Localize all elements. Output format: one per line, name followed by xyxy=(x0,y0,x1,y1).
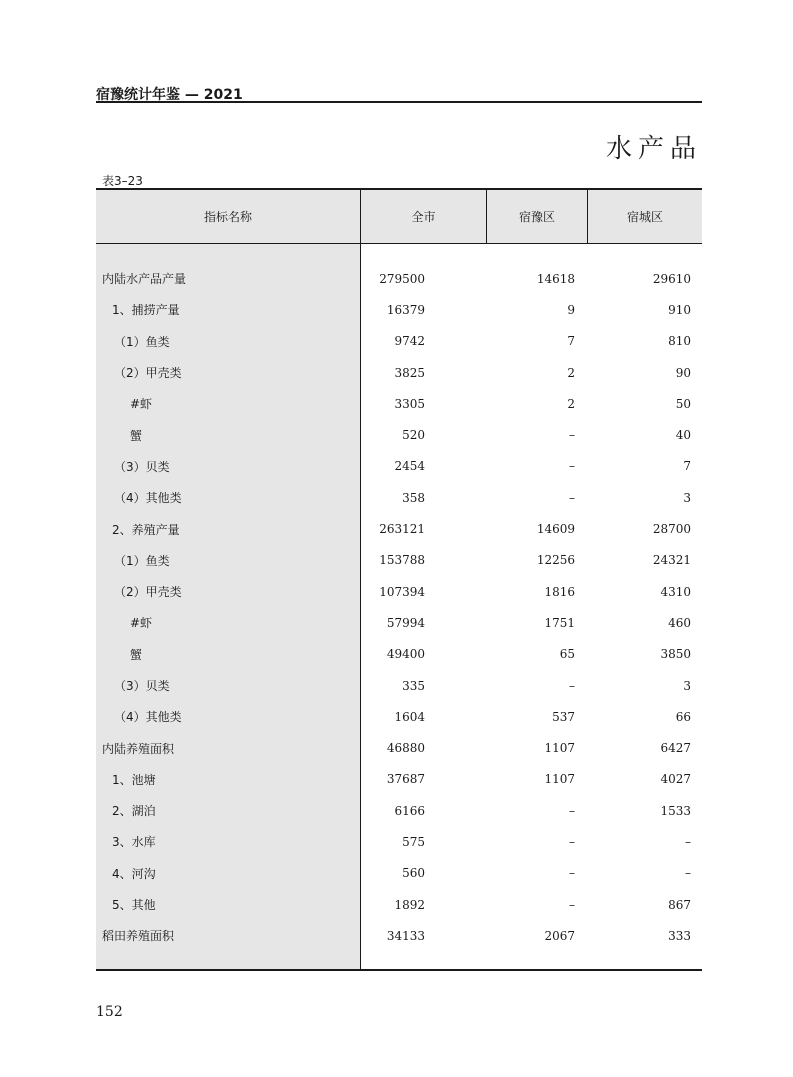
table-row xyxy=(96,920,702,951)
header-rule xyxy=(96,101,702,103)
table-row xyxy=(96,701,702,732)
value-suyu: – xyxy=(569,834,575,849)
value-city: 3305 xyxy=(394,396,425,411)
column-header-indicator: 指标名称 xyxy=(96,190,361,243)
value-city: 1604 xyxy=(394,709,425,724)
table-row xyxy=(96,607,702,638)
row-indicator-name: 内陆养殖面积 xyxy=(102,741,175,756)
table-row xyxy=(96,764,702,795)
table-row xyxy=(96,482,702,513)
value-suyu: – xyxy=(569,490,575,505)
table-row xyxy=(96,294,702,325)
row-indicator-name: （4）其他类 xyxy=(114,710,182,725)
value-sucheng: 333 xyxy=(668,928,691,943)
table-row xyxy=(96,889,702,920)
value-city: 6166 xyxy=(394,803,425,818)
value-suyu: 12256 xyxy=(536,553,575,568)
value-city: 107394 xyxy=(379,584,425,599)
value-city: 16379 xyxy=(386,302,425,317)
value-city: 49400 xyxy=(386,647,425,662)
table-row xyxy=(96,670,702,701)
value-suyu: – xyxy=(569,678,575,693)
value-sucheng: 4027 xyxy=(660,772,691,787)
row-indicator-name: （3）贝类 xyxy=(114,459,170,474)
table-row xyxy=(96,263,702,294)
table-bottom-rule xyxy=(96,969,702,971)
value-sucheng: – xyxy=(685,866,691,881)
value-city: 279500 xyxy=(379,271,425,286)
value-sucheng: – xyxy=(685,834,691,849)
value-sucheng: 40 xyxy=(675,428,691,443)
value-sucheng: 3 xyxy=(683,490,691,505)
value-sucheng: 29610 xyxy=(652,271,691,286)
value-city: 335 xyxy=(402,678,425,693)
table-row xyxy=(96,576,702,607)
row-indicator-name: #虾 xyxy=(130,397,153,412)
value-city: 560 xyxy=(402,866,425,881)
value-sucheng: 910 xyxy=(668,302,691,317)
value-city: 153788 xyxy=(379,553,425,568)
table-row xyxy=(96,858,702,889)
value-suyu: 9 xyxy=(567,302,575,317)
row-indicator-name: 2、湖泊 xyxy=(112,804,156,819)
table-row xyxy=(96,513,702,544)
book-title: 宿豫统计年鉴 — 2021 xyxy=(96,87,243,103)
value-city: 358 xyxy=(402,490,425,505)
value-suyu: 1107 xyxy=(544,772,575,787)
value-suyu: 537 xyxy=(552,709,575,724)
value-city: 520 xyxy=(402,428,425,443)
table-body xyxy=(96,263,702,952)
value-suyu: 14618 xyxy=(536,271,575,286)
value-suyu: 2 xyxy=(567,365,575,380)
row-indicator-name: #虾 xyxy=(130,616,153,631)
value-sucheng: 3850 xyxy=(660,647,691,662)
value-suyu: 1816 xyxy=(544,584,575,599)
column-header-city: 全市 xyxy=(361,190,487,243)
value-city: 57994 xyxy=(386,615,425,630)
value-sucheng: 867 xyxy=(668,897,691,912)
row-indicator-name: 1、池塘 xyxy=(112,772,156,787)
table-row xyxy=(96,639,702,670)
value-suyu: – xyxy=(569,866,575,881)
value-sucheng: 50 xyxy=(675,396,691,411)
value-sucheng: 4310 xyxy=(660,584,691,599)
table-label: 表3–23 xyxy=(102,174,143,188)
table-row xyxy=(96,826,702,857)
column-header-suyu: 宿豫区 xyxy=(487,190,588,243)
value-city: 575 xyxy=(402,834,425,849)
row-indicator-name: （2）甲壳类 xyxy=(114,366,182,381)
value-city: 1892 xyxy=(394,897,425,912)
value-sucheng: 28700 xyxy=(652,522,691,537)
value-city: 263121 xyxy=(379,522,425,537)
value-sucheng: 460 xyxy=(668,615,691,630)
value-city: 34133 xyxy=(386,928,425,943)
row-indicator-name: 1、捕捞产量 xyxy=(112,303,180,318)
value-suyu: – xyxy=(569,897,575,912)
table-row xyxy=(96,326,702,357)
value-suyu: 14609 xyxy=(536,522,575,537)
value-suyu: 2067 xyxy=(544,928,575,943)
table-row xyxy=(96,451,702,482)
value-suyu: 1751 xyxy=(544,615,575,630)
value-city: 3825 xyxy=(394,365,425,380)
row-indicator-name: 3、水库 xyxy=(112,835,156,850)
row-indicator-name: 稻田养殖面积 xyxy=(102,929,175,944)
row-indicator-name: 4、河沟 xyxy=(112,866,156,881)
row-indicator-name: 5、其他 xyxy=(112,898,156,913)
row-indicator-name: 2、养殖产量 xyxy=(112,522,180,537)
value-city: 46880 xyxy=(386,741,425,756)
value-sucheng: 7 xyxy=(683,459,691,474)
value-suyu: 1107 xyxy=(544,741,575,756)
statistics-table xyxy=(96,188,702,971)
value-sucheng: 810 xyxy=(668,334,691,349)
row-indicator-name: 蟹 xyxy=(130,428,143,443)
value-suyu: – xyxy=(569,459,575,474)
value-suyu: – xyxy=(569,803,575,818)
table-row xyxy=(96,419,702,450)
table-row xyxy=(96,795,702,826)
column-header-sucheng: 宿城区 xyxy=(588,190,702,243)
table-row xyxy=(96,388,702,419)
value-sucheng: 90 xyxy=(675,365,691,380)
row-indicator-name: （3）贝类 xyxy=(114,679,170,693)
row-indicator-name: （1）鱼类 xyxy=(114,553,170,568)
row-indicator-name: 蟹 xyxy=(130,647,143,662)
page-number: 152 xyxy=(96,1004,123,1020)
value-sucheng: 24321 xyxy=(652,553,691,568)
value-city: 2454 xyxy=(394,459,425,474)
value-sucheng: 1533 xyxy=(660,803,691,818)
row-indicator-name: （4）其他类 xyxy=(114,491,182,506)
value-suyu: – xyxy=(569,428,575,443)
table-row xyxy=(96,732,702,763)
row-indicator-name: 内陆水产品产量 xyxy=(102,272,187,287)
value-suyu: 7 xyxy=(567,334,575,349)
value-sucheng: 3 xyxy=(683,678,691,693)
value-suyu: 65 xyxy=(559,647,575,662)
value-sucheng: 6427 xyxy=(660,741,691,756)
value-suyu: 2 xyxy=(567,396,575,411)
value-city: 9742 xyxy=(394,334,425,349)
row-indicator-name: （1）鱼类 xyxy=(114,334,170,349)
section-title: 水产品 xyxy=(605,134,702,164)
value-city: 37687 xyxy=(386,772,425,787)
table-row xyxy=(96,357,702,388)
value-sucheng: 66 xyxy=(675,709,691,724)
table-row xyxy=(96,545,702,576)
table-header-row xyxy=(96,190,702,244)
row-indicator-name: （2）甲壳类 xyxy=(114,585,182,600)
